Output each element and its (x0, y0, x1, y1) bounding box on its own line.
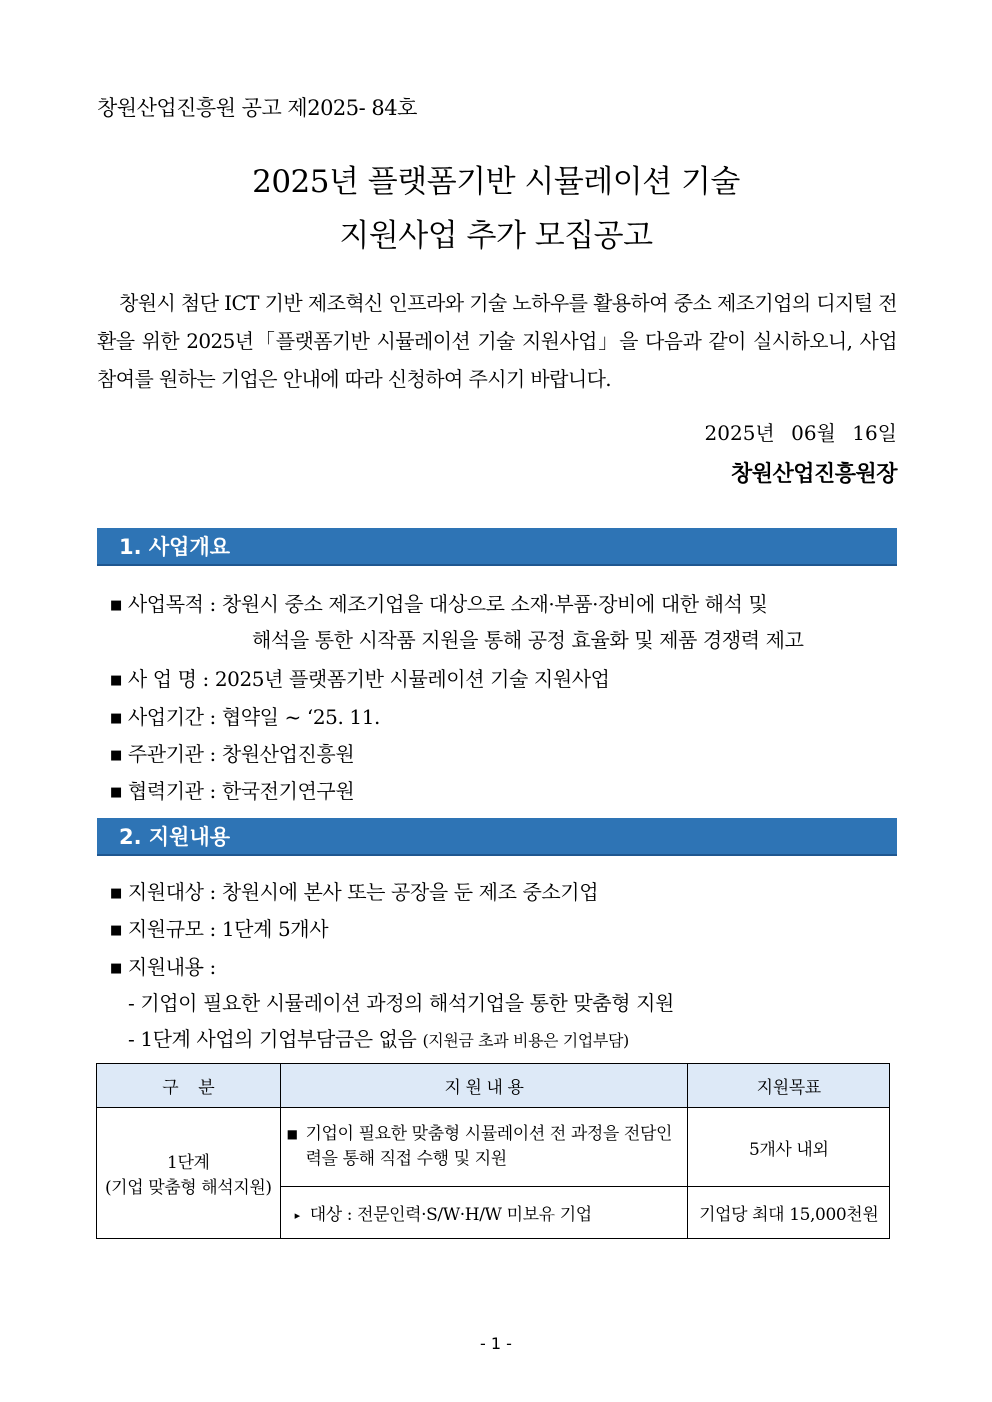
square-bullet-icon: ■ (110, 785, 122, 800)
square-bullet-icon: ■ (110, 748, 122, 763)
page-number: - 1 - (480, 1334, 512, 1353)
table-row (97, 1108, 890, 1187)
list-item (110, 775, 354, 804)
content-cell (280, 1187, 688, 1239)
target-cell: 5개사 내외 (688, 1108, 890, 1187)
table-header-category: 구 분 (97, 1064, 281, 1108)
section-heading-support: 2. 지원내용 (97, 818, 897, 856)
list-item-text: 사 업 명 : 2025년 플랫폼기반 시뮬레이션 기술 지원사업 (127, 667, 610, 691)
section-heading-overview: 1. 사업개요 (97, 528, 897, 566)
support-table (96, 1063, 890, 1239)
content-text: 기업이 필요한 맞춤형 시뮬레이션 전 과정을 전담인력을 통해 직접 수행 및 지원 (305, 1124, 672, 1169)
table-header-row (97, 1064, 890, 1108)
list-item (110, 876, 598, 905)
stage-cell (97, 1108, 281, 1239)
purpose-continuation: 해석을 통한 시작품 지원을 통해 공정 효율화 및 제품 경쟁력 제고 (252, 628, 804, 652)
square-bullet-icon: ■ (286, 1127, 298, 1141)
list-item-text: 지원규모 : 1단계 5개사 (127, 917, 329, 941)
square-bullet-icon: ■ (110, 673, 122, 688)
square-bullet-icon: ■ (110, 598, 122, 613)
list-item-text: 사업목적 : 창원시 중소 제조기업을 대상으로 소재·부품·장비에 대한 해석 및 (127, 592, 768, 616)
notice-date: 2025년 06월 16일 (704, 421, 897, 445)
detail-item-note: (지원금 초과 비용은 기업부담) (422, 1031, 629, 1050)
list-item (110, 913, 328, 942)
list-item-text: 지원대상 : 창원시에 본사 또는 공장을 둔 제조 중소기업 (127, 880, 599, 904)
stage-label: 1단계 (167, 1153, 210, 1173)
notice-number: 창원산업진흥원 공고 제2025- 84호 (97, 96, 417, 120)
table-header-content: 지 원 내 용 (280, 1064, 688, 1108)
list-item (110, 738, 354, 767)
detail-item-text: - 1단계 사업의 기업부담금은 없음 (128, 1027, 417, 1051)
page-title-line2: 지원사업 추가 모집공고 (339, 218, 653, 254)
list-item-text: 주관기관 : 창원산업진흥원 (127, 742, 355, 766)
detail-item: - 기업이 필요한 시뮬레이션 과정의 해석기업을 통한 맞춤형 지원 (128, 991, 674, 1015)
list-item (110, 588, 767, 617)
stage-sublabel: (기업 맞춤형 해석지원) (104, 1178, 272, 1198)
content-text: 대상 : 전문인력·S/W·H/W 미보유 기업 (309, 1205, 592, 1225)
square-bullet-icon: ■ (110, 961, 122, 976)
intro-paragraph: 창원시 첨단 ICT 기반 제조혁신 인프라와 기술 노하우를 활용하여 중소 제조기업의 디지털 전환을 위한 2025년「플랫폼기반 시뮬레이션 기술 지원사업」을 다음과 같이 실시하오니, 사업 참여를 원하는 기업은 안내에 따라 신청하여 주시기 바랍니다. (97, 291, 897, 391)
table-header-target: 지원목표 (688, 1064, 890, 1108)
issuer-name: 창원산업진흥원장 (730, 461, 897, 487)
list-item-text: 사업기간 : 협약일 ~ ‘25. 11. (127, 705, 380, 729)
square-bullet-icon: ■ (110, 711, 122, 726)
list-item (110, 701, 380, 730)
square-bullet-icon: ■ (110, 923, 122, 938)
list-item (110, 663, 610, 692)
list-item-text: 협력기관 : 한국전기연구원 (127, 779, 355, 803)
page-title-line1: 2025년 플랫폼기반 시뮬레이션 기술 (252, 164, 740, 200)
detail-item (128, 1023, 629, 1052)
triangle-bullet-icon: ▸ (294, 1209, 300, 1222)
target-cell: 기업당 최대 15,000천원 (688, 1187, 890, 1239)
square-bullet-icon: ■ (110, 886, 122, 901)
list-item (110, 951, 216, 980)
list-item-text: 지원내용 : (127, 955, 216, 979)
content-cell (280, 1108, 688, 1187)
